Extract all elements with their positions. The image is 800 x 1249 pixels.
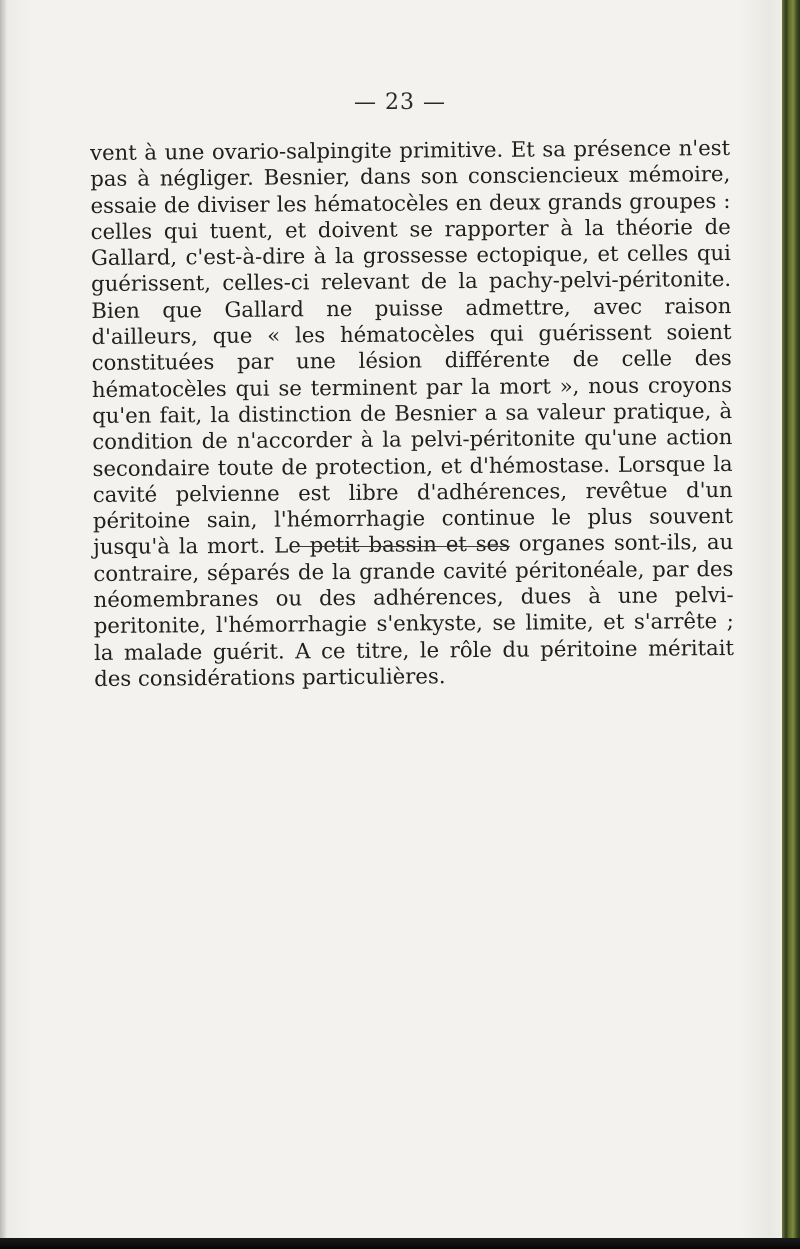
book-cover-edge [782, 0, 800, 1249]
scan-bottom-border [0, 1238, 800, 1249]
page-number: — 23 — [354, 90, 446, 115]
end-rule [298, 546, 510, 547]
body-paragraph: vent à une ovario-salpingite primitive. Et sa présence n'est pas à négliger. Besnier, dans son consciencieux mémoire, essaie de diviser les hématocèles en deux grands groupes : celles qui tuent, et doivent se rapporter à la théorie de Gallard, c'est-à-dire à la grossesse ectopique, et celles qui guérissent, celles-ci relevant de la pachy-pelvi-péritonite. Bien que Gallard ne puisse admettre, avec raison d'ailleurs, que « les hématocèles qui guérissent soient constituées par une lésion différente de celle des hématocèles qui se terminent par la mort », nous croyons qu'en fait, la distinction de Besnier a sa valeur pratique, à condition de n'accorder à la pelvi-péritonite qu'une action secondaire toute de protection, et d'hémostase. Lorsque la cavité pelvienne est libre d'adhérences, revêtue d'un péritoine sain, l'hémorrhagie continue le plus souvent jusqu'à la mort. Le petit bassin et ses organes sont-ils, au contraire, séparés de la grande cavité péritonéale, par des néomembranes ou des adhérences, dues à une pelvi-peritonite, l'hémorrhagie s'enkyste, se limite, et s'arrête ; la malade guérit. A ce titre, le rôle du péritoine méritait des considérations particulières. [90, 134, 735, 691]
page-gutter-shadow [0, 0, 6, 1249]
